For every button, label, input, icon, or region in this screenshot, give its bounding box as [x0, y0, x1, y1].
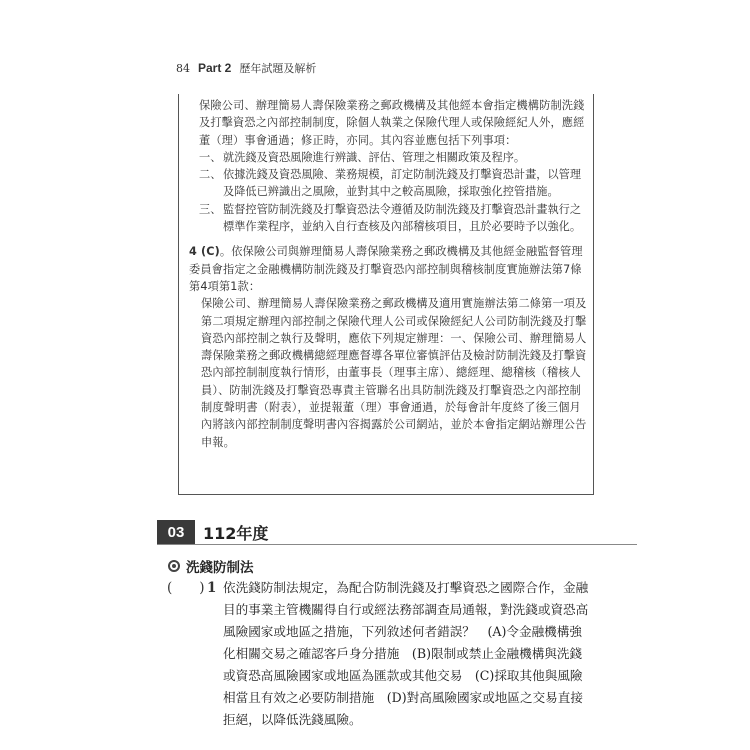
list-marker: 二、: [199, 168, 222, 182]
question-text: 依洗錢防制法規定，為配合防制洗錢及打擊資恐之國際合作，金融目的事業主管機關得自行或經法務部調查局通報，對洗錢或資恐高風險國家或地區之措施，下列敘述何者錯誤？ (A)令金融機構強化相關交易之確認客戶身分措施 (B)限制或禁止金融機構與洗錢或資恐高風險國家或地區為匯款或其他交易 (C)採取其他與風險相當且有效之必要防制措施 (D)對高風險國家或地區之交易直接拒絕，以降低洗錢風險。: [223, 580, 589, 727]
list-item: [179, 149, 593, 166]
section-header: [157, 520, 268, 544]
answer-4: [179, 243, 593, 295]
list-item: [179, 201, 593, 236]
list-text: 監督控管防制洗錢及打擊資恐法令遵循及防制洗錢及打擊資恐計畫執行之標準作業程序，並納入自行查核及內部稽核項目，且於必要時予以強化。: [223, 202, 582, 234]
answer-4-body: 保險公司、辦理簡易人壽保險業務之郵政機構及適用實施辦法第二條第一項及第二項規定辦理內部控制之保險代理人公司或保險經紀人公司防制洗錢及打擊資恐內部控制之執行及聲明，應依下列規定辦理：一、保險公司、辦理簡易人壽保險業務之郵政機構總經理應督導各單位審慎評估及檢討防制洗錢及打擊資恐內部控制制度執行情形，由董事長（理事主席）、總經理、總稽核（稽核人員）、防制洗錢及打擊資恐專責主管聯名出具防制洗錢及打擊資恐之內部控制制度聲明書（附表），並提報董（理）事會通過，於每會計年度終了後三個月內將該內部控制制度聲明書內容揭露於公司網站，並於本會指定網站辦理公告申報。: [201, 297, 587, 449]
section-divider: [157, 544, 637, 545]
list-marker: 三、: [199, 202, 222, 216]
answer-4-number: 4 (C): [189, 245, 220, 259]
question-1: [167, 577, 592, 731]
answer-blank: ( ): [167, 580, 205, 596]
answer-explanation-box: [178, 94, 594, 495]
list-text: 依據洗錢及資恐風險、業務規模，訂定防制洗錢及打擊資恐計畫，以管理及降低已辨識出之風險，並對其中之較高風險，採取強化控管措施。: [223, 168, 582, 199]
answer-4-text: 。依保險公司與辦理簡易人壽保險業務之郵政機構及其他經金融監督管理委員會指定之金融機構防制洗錢及打擊資恐內部控制與稽核制度實施辦法第7條第4項第1款：: [189, 245, 583, 293]
list-item: [179, 166, 593, 201]
section-badge: 03: [157, 520, 195, 544]
running-header: [176, 60, 316, 76]
topic-header: [168, 556, 254, 576]
question-number: 1: [207, 580, 217, 596]
chapter-title: 歷年試題及解析: [239, 62, 317, 75]
topic-title: 洗錢防制法: [186, 560, 254, 576]
part-label: Part 2: [198, 61, 232, 75]
page-number: 84: [176, 62, 190, 75]
section-title: 112年度: [203, 523, 269, 543]
bullet-circle-icon: [168, 560, 180, 572]
answer-intro: 保險公司、辦理簡易人壽保險業務之郵政機構及其他經本會指定機構防制洗錢及打擊資恐之內部控制制度，除個人執業之保險代理人或保險經紀人外，應經董（理）事會通過；修正時，亦同。其內容並應包括下列事項：: [199, 99, 585, 147]
list-text: 就洗錢及資恐風險進行辨識、評估、管理之相關政策及程序。: [223, 150, 526, 164]
list-marker: 一、: [199, 150, 222, 164]
